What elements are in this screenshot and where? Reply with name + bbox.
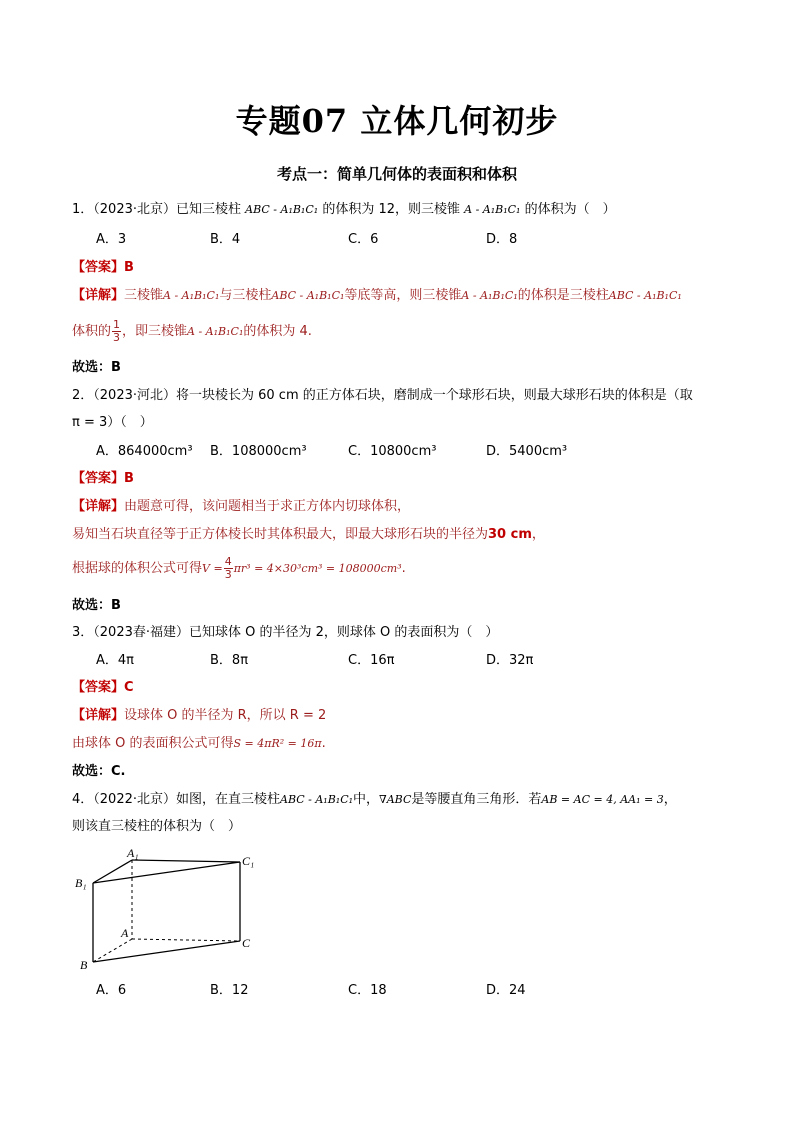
formula: S = 4πR² = 16π (233, 737, 322, 750)
formula: AB = AC = 4, AA₁ = 3 (541, 793, 664, 806)
section-heading: 考点一：简单几何体的表面积和体积 (276, 165, 517, 183)
detail-text: . (321, 736, 326, 751)
q2-detail-line-1 (72, 497, 410, 517)
stem-text: 是等腰直角三角形．若 (411, 792, 542, 807)
detail-text: 根据球的体积公式可得 (72, 561, 203, 576)
prism-figure (72, 845, 272, 975)
detail-text: 由题意可得，该问题相当于求正方体内切球体积， (124, 499, 411, 514)
hidden-edge-a-c (132, 939, 240, 941)
detail-text: 由球体 O 的表面积公式可得 (72, 736, 234, 751)
q1-detail-line-2 (72, 318, 312, 346)
q2-stem-line-2: π = 3）（ ） (72, 415, 153, 430)
q2-option-b: B．108000cm³ (210, 444, 307, 459)
q1-answer (72, 258, 134, 278)
answer-tag: 【答案】 (72, 260, 125, 275)
edge-a1-c1 (132, 860, 240, 862)
q1-stem (72, 200, 616, 220)
detail-tag: 【详解】 (72, 499, 125, 514)
q3-option-c: C．16π (348, 653, 395, 668)
detail-tag: 【详解】 (72, 708, 125, 723)
q4-stem-line-2: 则该直三棱柱的体积为（ ） (72, 819, 242, 834)
answer-tag: 【答案】 (72, 471, 125, 486)
q1-detail-line-1 (72, 286, 682, 306)
label-c1: C₁ (242, 854, 255, 868)
detail-text: ，即三棱锥 (122, 324, 188, 339)
answer-value: C (124, 680, 134, 695)
formula: ABC - A₁B₁C₁ (280, 793, 354, 806)
hidden-edge-a-b (93, 939, 132, 962)
q1-option-a: A．3 (96, 232, 127, 247)
fraction-numerator: 4 (224, 555, 232, 568)
detail-text: 的体积是三棱柱 (517, 288, 609, 303)
formula: ∇ABC (379, 793, 412, 806)
detail-text: 与三棱柱 (219, 288, 272, 303)
formula: ABC - A₁B₁C₁ (271, 289, 345, 302)
q3-detail-line-1 (72, 706, 326, 726)
q3-option-d: D．32π (486, 653, 534, 668)
label-c: C (242, 936, 251, 950)
fraction-denominator: 3 (113, 331, 121, 344)
q1-pyramid-formula: A - A₁B₁C₁ (464, 203, 521, 216)
detail-text: . (401, 561, 406, 576)
q1-stem-text-3: 的体积为（ ） (524, 202, 616, 217)
label-b1: B₁ (75, 876, 87, 890)
q3-choose: 故选：C. (72, 764, 126, 779)
edge-b1-a1 (93, 860, 132, 883)
detail-text: 的体积为 4. (243, 324, 312, 339)
q1-stem-text-2: 的体积为 12，则三棱锥 (322, 202, 460, 217)
stem-text: 中， (353, 792, 380, 807)
fraction-four-thirds (224, 556, 233, 581)
detail-tag: 【详解】 (72, 288, 125, 303)
q1-option-d: D．8 (486, 232, 518, 247)
q3-answer (72, 678, 134, 698)
q2-answer (72, 469, 134, 489)
q1-stem-text: 1．（2023·北京）已知三棱柱 (72, 202, 241, 217)
answer-tag: 【答案】 (72, 680, 125, 695)
q3-option-b: B．8π (210, 653, 249, 668)
formula: V = (202, 562, 223, 575)
detail-text: 设球体 O 的半径为 R，所以 R = 2 (124, 708, 327, 723)
fraction-one-third (112, 319, 121, 344)
q1-option-c: C．6 (348, 232, 379, 247)
answer-value: B (124, 471, 134, 486)
q4-option-d: D．24 (486, 983, 526, 998)
detail-text: ， (531, 527, 545, 542)
q1-choose: 故选：B (72, 360, 121, 375)
q2-detail-line-3 (72, 554, 406, 584)
detail-text: 三棱锥 (124, 288, 164, 303)
formula: A - A₁B₁C₁ (461, 289, 518, 302)
q1-prism-formula: ABC - A₁B₁C₁ (245, 203, 319, 216)
q2-option-a: A．864000cm³ (96, 444, 193, 459)
q1-option-b: B．4 (210, 232, 241, 247)
formula: A - A₁B₁C₁ (163, 289, 220, 302)
q2-option-c: C．10800cm³ (348, 444, 437, 459)
page-title: 专题07 立体几何初步 (235, 102, 559, 140)
detail-text: 易知当石块直径等于正方体棱长时其体积最大，即最大球形石块的半径为 (72, 527, 489, 542)
q4-stem-line-1 (72, 790, 677, 810)
stem-text: 4．（2022·北京）如图，在直三棱柱 (72, 792, 280, 807)
edge-b1-c1 (93, 862, 240, 883)
q4-option-b: B．12 (210, 983, 249, 998)
q2-choose: 故选：B (72, 598, 121, 613)
fraction-denominator: 3 (224, 568, 232, 581)
answer-value: B (124, 260, 134, 275)
q3-stem: 3．（2023春·福建）已知球体 O 的半径为 2，则球体 O 的表面积为（ ） (72, 625, 499, 640)
stem-text: ， (663, 792, 677, 807)
label-a: A (121, 926, 129, 940)
detail-text: 体积的 (72, 324, 112, 339)
edge-b-c (93, 941, 240, 962)
formula: πr³ = 4×30³cm³ = 108000cm³ (233, 562, 402, 575)
q2-option-d: D．5400cm³ (486, 444, 568, 459)
detail-text: 等底等高，则三棱锥 (344, 288, 462, 303)
label-b: B (80, 958, 88, 972)
q2-stem-line-1: 2．（2023·河北）将一块棱长为 60 cm 的正方体石块，磨制成一个球形石块，则最大球形石块的体积是（取 (72, 388, 693, 403)
label-a1: A₁ (127, 846, 139, 860)
formula: ABC - A₁B₁C₁ (608, 289, 682, 302)
q4-option-c: C．18 (348, 983, 387, 998)
radius-value: 30 cm (488, 527, 532, 542)
fraction-numerator: 1 (113, 318, 121, 331)
q2-detail-line-2 (72, 525, 545, 545)
q4-option-a: A．6 (96, 983, 127, 998)
q3-detail-line-2 (72, 734, 326, 754)
formula: A - A₁B₁C₁ (187, 325, 244, 338)
q3-option-a: A．4π (96, 653, 134, 668)
